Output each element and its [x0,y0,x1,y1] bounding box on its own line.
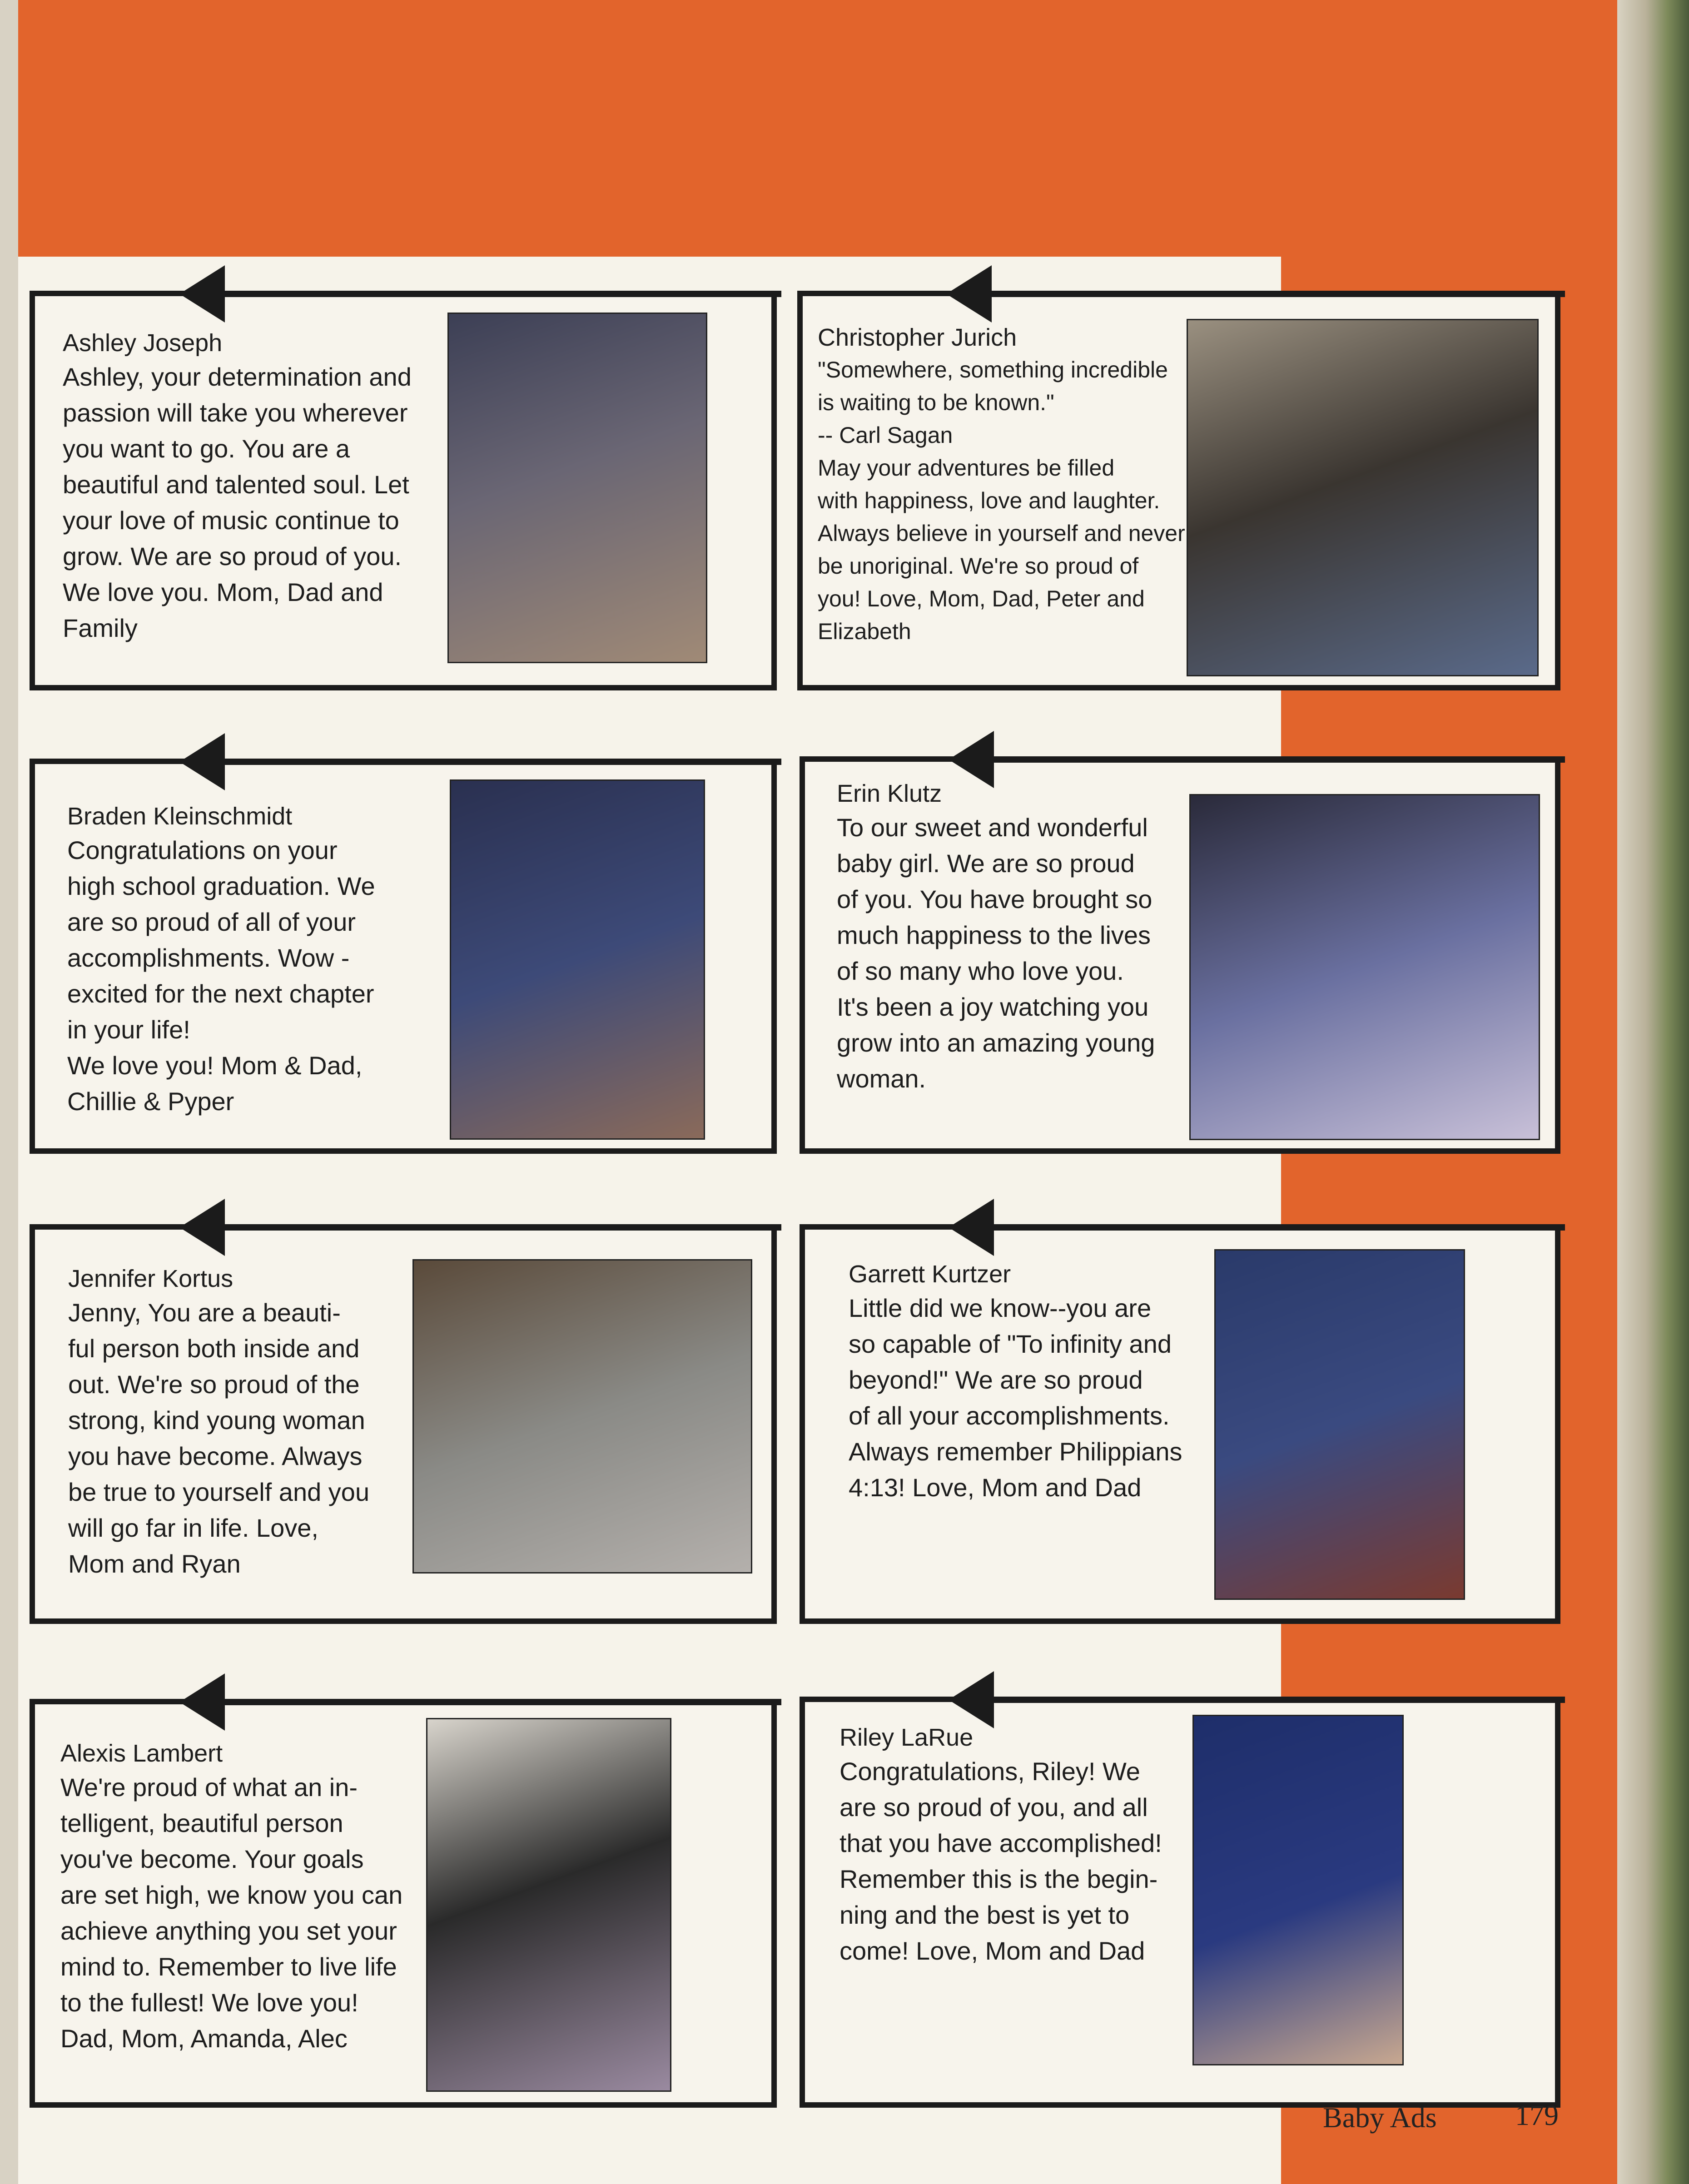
arrow-icon [223,291,781,297]
ad-message: Little did we know--you are so capable of "To infinity and beyond!" We are so proud of all your accomplishments. Always remember Philippians 4:13! Love, Mom and Dad [849,1294,1182,1502]
ad-name: Braden Kleinschmidt [67,803,293,830]
ad-text [60,1737,406,2056]
child-with-dog-photo [1187,319,1539,676]
arrow-icon [992,1697,1565,1703]
ad-message: We're proud of what an in- telligent, beautiful person you've become. Your goals are set high, we know you can achieve anything you set your mind to. Remember to live life to the fullest! We love you! Dad, Mom, Amanda, Alec [60,1773,403,2053]
ad-name: Jennifer Kortus [68,1265,233,1292]
ad-name: Alexis Lambert [60,1740,223,1767]
arrow-icon [989,291,1565,297]
arrow-icon [223,759,781,765]
ad-message: Jenny, You are a beauti- ful person both inside and out. We're so proud of the strong, kind young woman you have become. Always be true to yourself and you will go far in life. Love, Mom and Ryan [68,1298,370,1578]
section-label: Baby Ads [1323,2101,1437,2134]
orange-header-band [18,0,1617,257]
toddler-with-ball-photo [1192,1715,1404,2065]
ad-text [849,1258,1194,1505]
page-number: 179 [1515,2099,1559,2131]
ad-message: "Somewhere, something incredible is waiting to be known." -- Carl Sagan May your adventures be filled with happiness, love and laughter. Always believe in yourself and never be unoriginal. We're so proud of you! Love, Mom, Dad, Peter and Elizabeth [818,357,1185,644]
ad-text [840,1722,1185,1969]
ad-name: Christopher Jurich [818,324,1017,351]
arrow-icon [223,1224,781,1231]
ad-name: Ashley Joseph [63,329,223,357]
baby-with-toy-bus-photo [412,1259,752,1573]
arrow-icon [223,1699,781,1705]
arrow-icon [992,756,1565,763]
ad-message: Congratulations, Riley! We are so proud of you, and all that you have accomplished! Remember this is the begin- ning and the best is yet to come! Love, Mom and Dad [840,1757,1162,1965]
arrow-icon [992,1224,1565,1231]
ad-message: Ashley, your determination and passion will take you wherever you want to go. You are a beautiful and talented soul. Let your love of music continue to grow. We are so proud of you. We love you. Mom, Dad and Family [63,362,412,642]
book-page-edge [1617,0,1689,2184]
baby-portrait-photo [450,779,705,1140]
baby-photo [447,313,707,663]
ad-message: Congratulations on your high school graduation. We are so proud of all of your accomplishments. Wow - excited for the next chapter in your life! We love you! Mom & Dad, Chillie & Pyper [67,836,375,1116]
ad-text [818,322,1190,648]
binding-edge [0,0,18,2184]
toddler-with-toy-photo [1214,1249,1465,1600]
ad-text [837,778,1191,1097]
ad-name: Riley LaRue [840,1724,974,1751]
ad-text [63,327,462,646]
baby-in-crib-photo [1189,794,1540,1140]
ad-text [67,800,385,1119]
toddler-in-robe-photo [426,1718,671,2092]
ad-name: Garrett Kurtzer [849,1261,1011,1288]
ad-name: Erin Klutz [837,780,942,807]
ad-text [68,1263,386,1582]
ad-message: To our sweet and wonderful baby girl. We are so proud of you. You have brought so much happiness to the lives of so many who love you. It's been a joy watching you grow into an amazing young woman. [837,813,1155,1093]
